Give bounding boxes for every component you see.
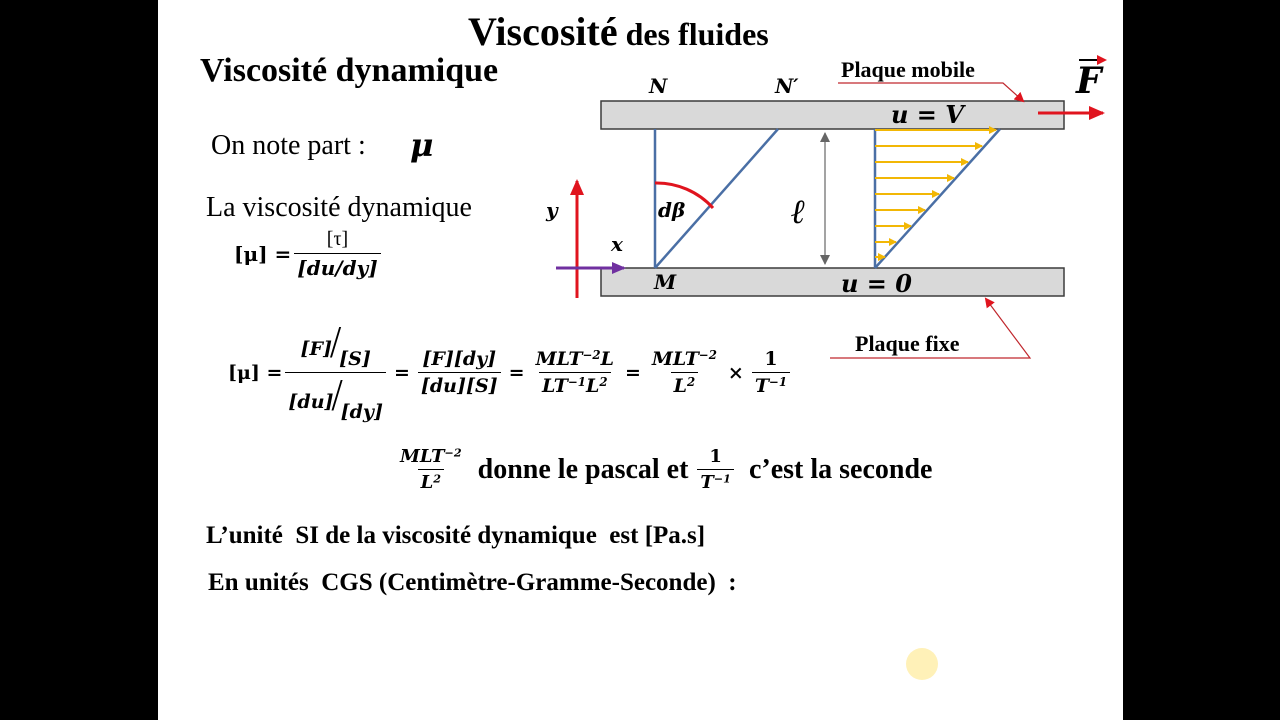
- eq1-lhs: [μ] =: [234, 242, 292, 266]
- eq2-fraction-3: $\frac{MLT^{-2}L}{LT^{-1}L^2}$: [535, 348, 614, 397]
- pointer-highlight: [906, 648, 938, 680]
- label-u-equals-0: u = 0: [841, 269, 912, 298]
- definition-label: La viscosité dynamique: [206, 192, 472, 223]
- mobile-plate-callout: [838, 83, 1023, 101]
- section-heading: Viscosité dynamique: [200, 52, 499, 89]
- line3-fraction-2: $\frac{1}{T^{-1}}$: [697, 446, 734, 493]
- eq2-lhs: [μ] =: [228, 361, 283, 384]
- line3-text-2: c’est la seconde: [748, 453, 933, 485]
- title-rest: des fluides: [617, 16, 769, 52]
- label-u-equals-V: u = V: [891, 100, 964, 129]
- velocity-arrows: [875, 130, 996, 257]
- mobile-plate: [601, 101, 1064, 129]
- on-note-text: On note part :: [211, 130, 366, 161]
- velocity-profile-line: [875, 129, 1000, 268]
- eq2-fraction-4: $\frac{MLT^{-2}}{L^2}$: [651, 348, 717, 397]
- eq2-f1-denominator: [du]/[dy]: [285, 372, 386, 423]
- label-M: M: [654, 270, 677, 294]
- label-plaque-mobile: Plaque mobile: [841, 57, 975, 82]
- si-unit-text: L’unité SI de la viscosité dynamique est [Pa.s]: [206, 522, 706, 549]
- couette-flow-diagram: [158, 0, 1123, 720]
- label-gap-l: ℓ: [791, 192, 806, 232]
- eq1-numerator: [τ]: [326, 228, 349, 250]
- slide: [158, 0, 1123, 720]
- equation-mu-dimensions: [μ] = $\frac{[F]/[S]}{[du]/[dy]}$ = $\frac{[F][dy]}{[du][S]}$ = $\frac{MLT^{-2}L}{LT^{-1}L^2}$ = $\frac{MLT^{-2}}{L^2}$ × $\frac{1}{T^{-1}}$: [228, 322, 793, 423]
- line3-text-1: donne le pascal et: [477, 453, 689, 485]
- label-x-axis: x: [611, 232, 623, 256]
- label-force: F: [1076, 60, 1102, 102]
- cgs-units-text: En unités CGS (Centimètre-Gramme-Seconde) :: [208, 569, 737, 596]
- eq2-f1-numerator: [F]/[S]: [300, 315, 371, 370]
- label-plaque-fixe: Plaque fixe: [855, 331, 960, 356]
- line3-fraction-1: $\frac{MLT^{-2}}{L^2}$: [400, 446, 462, 493]
- label-N-prime: N′: [775, 74, 799, 98]
- label-N: N: [649, 74, 668, 98]
- title-main: Viscosité: [468, 9, 618, 54]
- label-dbeta: dβ: [658, 198, 686, 222]
- label-y-axis: y: [546, 198, 558, 222]
- mu-symbol: μ: [410, 126, 434, 164]
- eq1-denominator: [du/dy]: [294, 253, 380, 280]
- eq2-fraction-5: $\frac{1}{T^{-1}}$: [752, 348, 790, 397]
- eq2-fraction-2: $\frac{[F][dy]}{[du][S]}$: [418, 348, 501, 397]
